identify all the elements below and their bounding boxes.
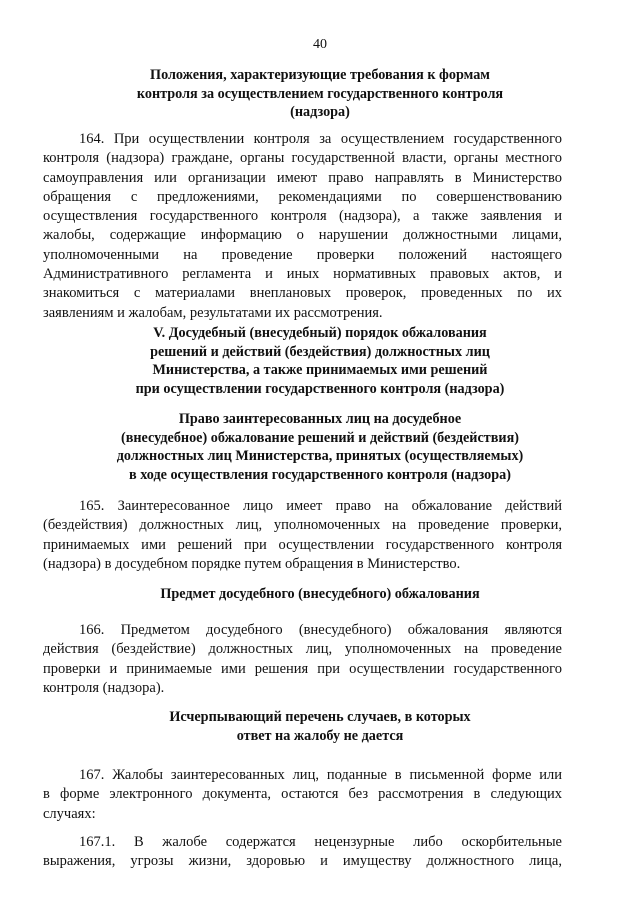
heading-line: Предмет досудебного (внесудебного) обжалования (160, 586, 480, 602)
paragraph-line: 164. При осуществлении контроля за осуществлением государственного (79, 131, 562, 147)
heading-line: контроля за осуществлением государственного контроля (136, 85, 504, 102)
heading-line: должностных лиц Министерства, принятых (осуществляемых) (116, 448, 524, 464)
section-heading-subject (40, 585, 600, 604)
paragraph-line: принимаемых ими решений при осуществлении государственного контроля (43, 536, 562, 553)
heading-line: в ходе осуществления государственного контроля (надзора) (129, 466, 511, 483)
paragraph-166 (43, 621, 562, 698)
paragraph-line: выражения, угрозы жизни, здоровью и имуществу должностного лица, (43, 853, 562, 870)
paragraph-line: 165. Заинтересованное лицо имеет право на обжалование действий (79, 498, 562, 514)
paragraph-line: действия (бездействие) должностных лиц, уполномоченных на проведение (43, 641, 562, 658)
paragraph-165 (43, 497, 562, 574)
paragraph-line: в форме электронного документа, остаются без рассмотрения в следующих (43, 786, 562, 803)
paragraph-line: заявлениям и жалобам, результатами их рассмотрения. (43, 304, 383, 321)
paragraph-167-1 (43, 833, 562, 872)
section-heading-forms (40, 66, 600, 122)
heading-line: V. Досудебный (внесудебный) порядок обжалования (153, 325, 487, 341)
heading-line: (надзора) (290, 104, 350, 120)
paragraph-line: осуществления государственного контроля (надзора), а также заявления и (43, 208, 562, 225)
paragraph-167 (43, 766, 562, 824)
paragraph-line: знакомиться с материалами внеплановых проверок, проведенных по их (43, 285, 562, 302)
paragraph-line: обращения с предложениями, рекомендациями по совершенствованию (43, 188, 562, 205)
page-number: 40 (313, 37, 327, 52)
paragraph-line: контроля (надзора) граждане, органы государственной власти, органы местного (43, 150, 562, 167)
paragraph-line: контроля (надзора). (43, 679, 165, 696)
paragraph-164 (43, 130, 562, 323)
section-heading-v (40, 324, 600, 398)
paragraph-line: 167. Жалобы заинтересованных лиц, поданные в письменной форме или (79, 767, 562, 783)
paragraph-line: (бездействия) должностных лиц, уполномоченных на проведение проверки, (43, 517, 562, 534)
heading-line: ответ на жалобу не дается (236, 727, 404, 744)
section-heading-right (40, 410, 600, 484)
heading-line: Министерства, а также принимаемых ими решений (152, 362, 488, 378)
paragraph-line: самоуправления или организации имеют право направлять в Министерство (43, 169, 562, 186)
section-heading-list (40, 708, 600, 745)
paragraph-line: проверки и принимаемые ими решения при осуществлении государственного (43, 660, 562, 677)
paragraph-line: жалобы, содержащие информацию о нарушении должностными лицами, (43, 227, 562, 244)
paragraph-line: 167.1. В жалобе содержатся нецензурные либо оскорбительные (79, 834, 562, 850)
heading-line: решений и действий (бездействия) должностных лиц (150, 343, 490, 360)
paragraph-line: Административного регламента и иных нормативных правовых актов, и (43, 266, 562, 283)
paragraph-line: случаях: (43, 805, 96, 822)
heading-line: при осуществлении государственного контроля (надзора) (135, 380, 505, 397)
heading-line: (внесудебное) обжалование решений и действий (бездействия) (121, 429, 519, 446)
paragraph-line: 166. Предметом досудебного (внесудебного) обжалования являются (79, 622, 562, 638)
heading-line: Положения, характеризующие требования к формам (150, 67, 490, 83)
paragraph-line: (надзора) в досудебном порядке путем обращения в Министерство. (43, 555, 461, 572)
heading-line: Право заинтересованных лиц на досудебное (178, 411, 462, 427)
paragraph-line: уполномоченными на проведение проверки положений настоящего (43, 246, 562, 263)
heading-line: Исчерпывающий перечень случаев, в которых (169, 709, 471, 725)
